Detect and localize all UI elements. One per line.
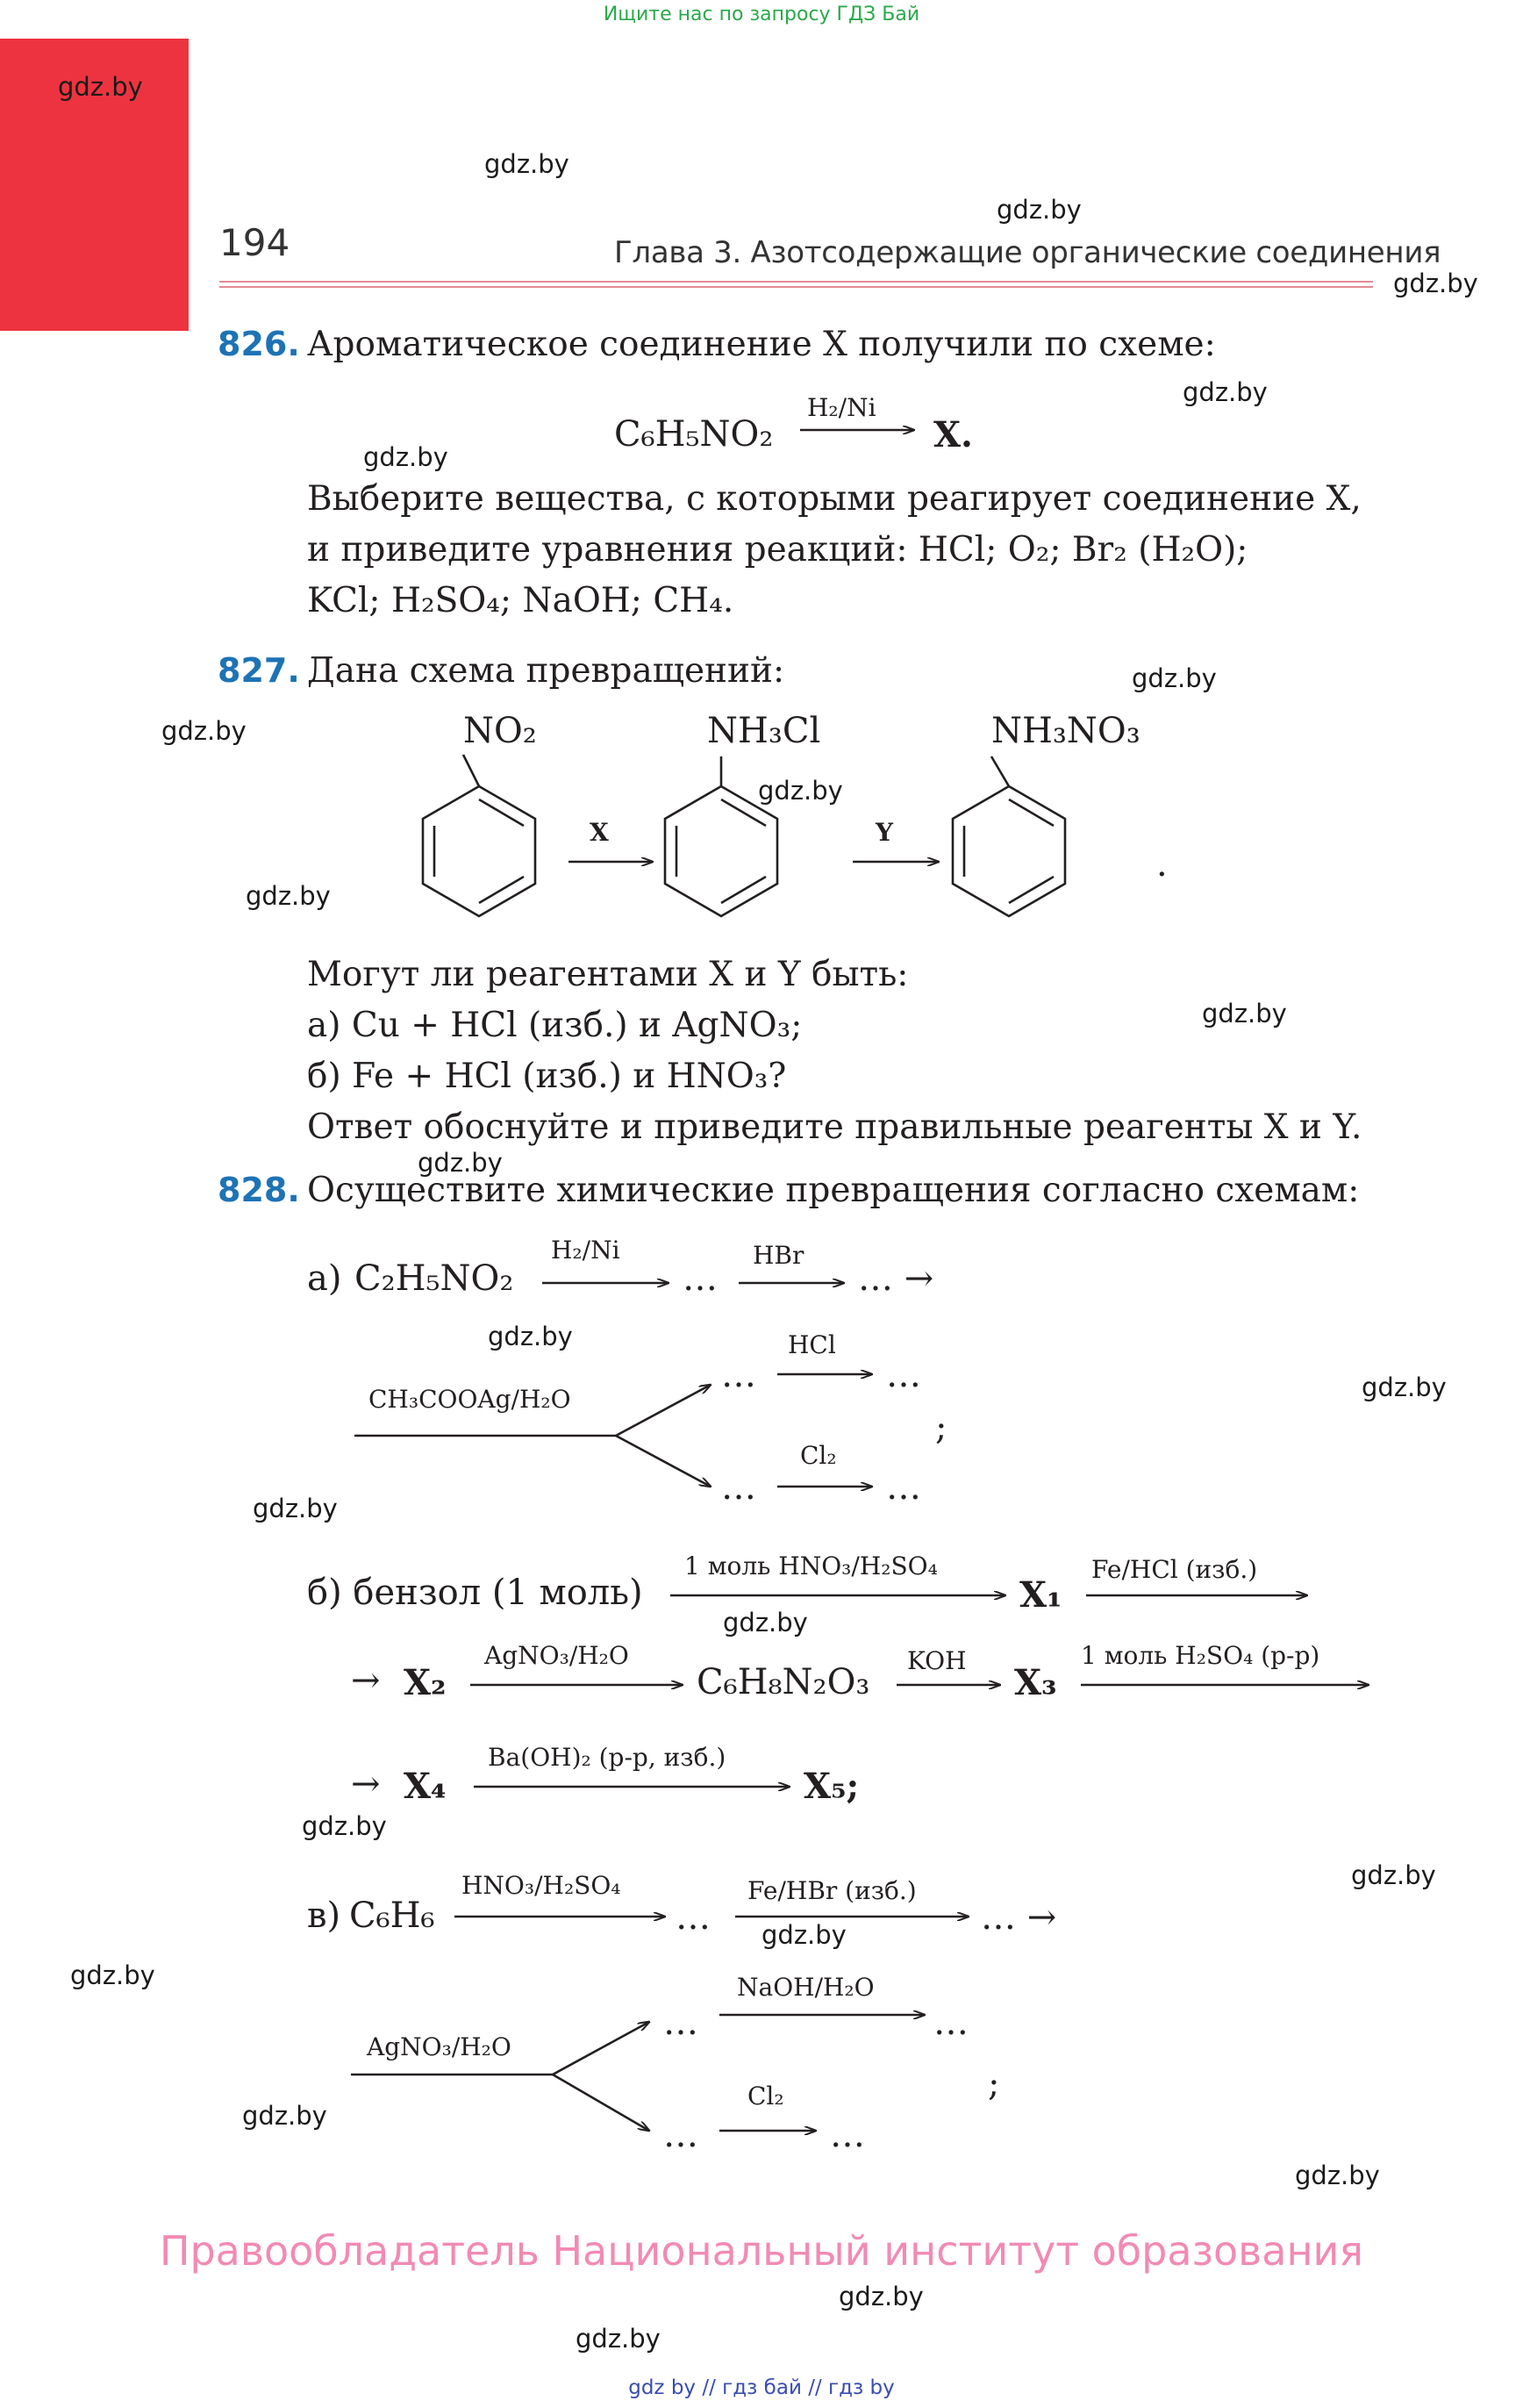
scheme-b-arrow-2: → — [351, 1764, 381, 1804]
scheme-c-dots-2: … → — [981, 1897, 1057, 1938]
watermark: gdz.by — [1351, 1860, 1436, 1890]
watermark: gdz.by — [762, 1920, 847, 1950]
watermark: gdz.by — [576, 2324, 661, 2354]
watermark: gdz.by — [484, 149, 569, 179]
watermark: gdz.by — [246, 881, 331, 911]
scheme-c-down-end: … — [830, 2115, 865, 2155]
scheme-a-down-dots: … — [721, 1467, 756, 1508]
watermark: gdz.by — [1295, 2161, 1380, 2190]
scheme-b-reagent-1: 1 моль HNO₃/H₂SO₄ — [684, 1552, 938, 1580]
watermark: gdz.by — [302, 1811, 387, 1841]
scheme-b-x4: X₄ — [404, 1766, 447, 1807]
scheme-b-reagent-4: KOH — [907, 1646, 967, 1675]
watermark: gdz.by — [723, 1608, 808, 1638]
watermark: gdz.by — [58, 72, 143, 102]
substituent-nh3no3: NH₃NO₃ — [991, 711, 1140, 751]
scheme-b-reagent-6: Ba(OH)₂ (р-р, изб.) — [488, 1743, 726, 1772]
watermark: gdz.by — [1132, 663, 1217, 693]
scheme-a-reagent-2: HBr — [753, 1241, 804, 1270]
problem-826-line-2: Выберите вещества, с которыми реагирует соединение X, — [307, 479, 1362, 519]
problem-828-line-1: Осуществите химические превращения согласно схемам: — [307, 1171, 1360, 1210]
problem-number-826: 826. — [218, 325, 300, 363]
scheme-b-reagent-2: Fe/HCl (изб.) — [1091, 1555, 1258, 1584]
reaction-arrow — [553, 2075, 649, 2131]
scheme-a-down-reagent: Cl₂ — [800, 1441, 837, 1470]
problem-827-line-1: Дана схема превращений: — [307, 651, 785, 691]
problem-826-line-4: KCl; H₂SO₄; NaOH; CH₄. — [307, 581, 734, 620]
formula-right: X. — [933, 414, 973, 455]
arrow-label-x: X — [590, 818, 609, 847]
scheme-b-arrow-1: → — [351, 1660, 381, 1701]
problem-number-828: 828. — [218, 1171, 300, 1209]
scheme-b-x3: X₃ — [1014, 1662, 1057, 1703]
watermark: gdz.by — [1202, 999, 1287, 1028]
problem-827-line-3: а) Cu + HCl (изб.) и AgNO₃; — [307, 1006, 803, 1045]
problem-827-line-5: Ответ обоснуйте и приведите правильные реагенты X и Y. — [307, 1107, 1362, 1147]
watermark: gdz.by — [161, 716, 247, 746]
scheme-b-x1: X₁ — [1019, 1574, 1062, 1616]
scheme-c-up-end: … — [933, 2003, 969, 2043]
scheme-c-label: в) — [307, 1896, 341, 1936]
scheme-c-down-dots: … — [663, 2115, 698, 2155]
scheme-c-dots-1: … — [676, 1897, 711, 1938]
scheme-a-dots-2: … → — [858, 1258, 934, 1299]
scheme-a-up-reagent: HCl — [788, 1330, 836, 1359]
reagent-label: H₂/Ni — [807, 393, 876, 422]
watermark: gdz.by — [1393, 269, 1478, 298]
watermark: gdz.by — [70, 1960, 155, 1990]
problem-826-line-1: Ароматическое соединение X получили по схеме: — [307, 325, 1216, 364]
scheme-b-reagent-5: 1 моль H₂SO₄ (р-р) — [1081, 1641, 1320, 1670]
benzene-ring-icon — [665, 756, 777, 916]
scheme-c-start: C₆H₆ — [349, 1896, 435, 1936]
top-banner[interactable]: Ищите нас по запросу ГДЗ Бай — [603, 4, 920, 25]
scheme-a-semicolon: ; — [935, 1408, 947, 1448]
scheme-c-down-reagent: Cl₂ — [747, 2082, 784, 2111]
arrow-label-y: Y — [876, 818, 893, 847]
scheme-b-x5: X₅; — [804, 1766, 860, 1807]
formula-left: C₆H₅NO₂ — [614, 414, 774, 455]
scheme-a-dots-1: … — [683, 1258, 718, 1299]
scheme-c-branch-reagent: AgNO₃/H₂O — [367, 2032, 511, 2061]
scheme-c-up-reagent: NaOH/H₂O — [737, 1973, 875, 2002]
scheme-a-branch-reagent: CH₃COOAg/H₂O — [368, 1385, 571, 1414]
scheme-a-start: C₂H₅NO₂ — [354, 1258, 514, 1299]
scheme-a-down-end: … — [886, 1467, 921, 1508]
watermark: gdz.by — [253, 1494, 338, 1523]
rights-holder-notice: Правообладатель Национальный институт образования — [159, 2227, 1364, 2275]
benzene-ring-icon — [423, 755, 535, 916]
watermark: gdz.by — [488, 1322, 573, 1351]
scheme-b-reagent-3: AgNO₃/H₂O — [484, 1641, 629, 1670]
substituent-no2: NO₂ — [463, 711, 537, 751]
scheme-c-reagent-2: Fe/HBr (изб.) — [747, 1876, 917, 1905]
reaction-arrow — [616, 1385, 711, 1436]
scheme-b-x2: X₂ — [404, 1662, 447, 1703]
scheme-a-label: а) — [307, 1258, 342, 1299]
scheme-c-reagent-1: HNO₃/H₂SO₄ — [461, 1871, 621, 1900]
scheme-b-compound: C₆H₈N₂O₃ — [697, 1662, 870, 1702]
watermark: gdz.by — [758, 776, 843, 806]
scheme-c-up-dots: … — [663, 2003, 698, 2043]
problem-number-827: 827. — [218, 651, 300, 690]
scheme-a-up-dots: … — [721, 1355, 756, 1395]
watermark: gdz.by — [418, 1148, 503, 1178]
substituent-nh3cl: NH₃Cl — [707, 711, 821, 751]
watermark: gdz.by — [242, 2101, 327, 2131]
scheme-a-reagent-1: H₂/Ni — [551, 1236, 620, 1265]
scheme-b-label: б) бензол (1 моль) — [307, 1573, 643, 1613]
bottom-banner[interactable]: gdz by // гдз бай // гдз by — [628, 2376, 895, 2399]
benzene-ring-icon — [953, 756, 1065, 916]
problem-827-line-4: б) Fe + HCl (изб.) и HNO₃? — [307, 1057, 787, 1096]
watermark: gdz.by — [839, 2282, 924, 2311]
watermark: gdz.by — [363, 442, 448, 472]
page-number: 194 — [219, 221, 290, 264]
problem-826-line-3: и приведите уравнения реакций: HCl; O₂; Br₂ (H₂O); — [307, 530, 1248, 570]
watermark: gdz.by — [1362, 1372, 1447, 1402]
problem-827-line-2: Могут ли реагентами X и Y быть: — [307, 955, 909, 994]
scheme-a-up-end: … — [886, 1355, 921, 1395]
reaction-arrow — [553, 2022, 649, 2075]
watermark: gdz.by — [1183, 377, 1268, 407]
scheme-c-semicolon: ; — [988, 2064, 1000, 2104]
reaction-arrow — [616, 1436, 711, 1487]
watermark: gdz.by — [997, 195, 1082, 225]
scheme-end-period: . — [1156, 844, 1168, 885]
chapter-title: Глава 3. Азотсодержащие органические соединения — [614, 235, 1441, 270]
